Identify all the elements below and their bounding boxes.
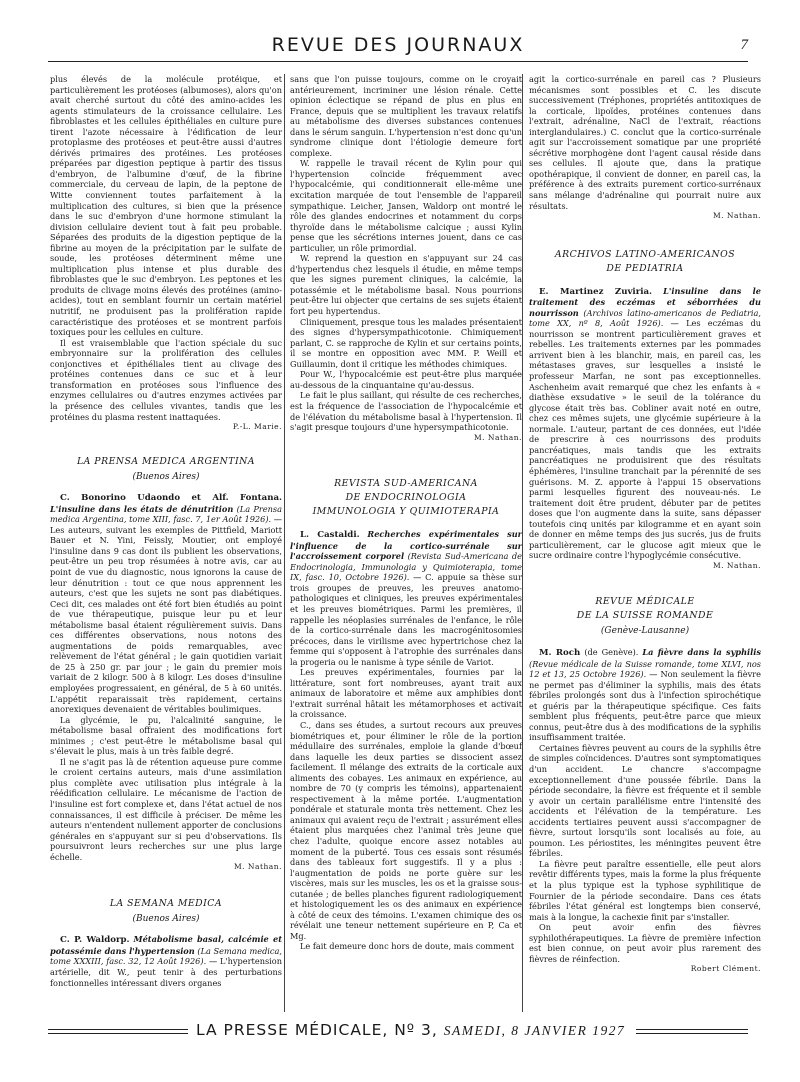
review-entry [529, 286, 761, 572]
entry-lead [50, 934, 282, 988]
review-entry [529, 647, 761, 975]
journal-name: LA SEMANA MEDICA [109, 897, 223, 909]
column-divider-1 [284, 74, 285, 1012]
journal-place: (Buenos Aires) [132, 471, 200, 482]
column-divider-2 [522, 74, 523, 1012]
journal-name: REVISTA SUD-AMERICANA [334, 478, 478, 490]
entry-lead [290, 529, 522, 667]
entry-citation: (La Semana medica, tome XXXIII, fasc. 32, 12 Août 1926). — [50, 945, 282, 967]
paragraph: Le fait demeure donc hors de doute, mais comment [300, 941, 515, 952]
paragraph: La fièvre peut paraître essentielle, elle peut alors revêtir différents types, mais la forme la plus fréquente et la plus typique est la typhose syphilitique de Fournier de la période secondaire. Dans ces états fébriles l'état général est longtemps bien conservé, mais à la longue, la cachexie finit par s'installer. [529, 858, 761, 922]
paragraph: On peut avoir enfin des fièvres syphilothérapeutiques. La fièvre de première infection est bien connue, on peut avoir plus rarement des fièvres de réinfection. [529, 922, 761, 964]
paragraph: Pour W., l'hypocalcémie est peut-être plus marquée au-dessous de la cinquantaine qu'au-dessus. [290, 369, 522, 390]
paragraph: Cliniquement, presque tous les malades présentaient des signes d'hypersympathicotonie. Chimiquement parlant, C. se rapproche de Kylin et sur certains points, il se montre en opposition avec MM. P. Weill et Guillaumin, dont il critique les méthodes chimiques. [290, 316, 522, 369]
entry-authors-affiliation: (de Genève). [584, 646, 639, 657]
entry-text: Les eczémas du nourrisson se montrent particulièrement graves et rebelles. Les traitements externes par les pommades arrivent bien à les blanchir, mais, en pareil cas, les métastases graves, sur lesquelles a insisté le professeur Marfan, ne sont pas exceptionnelles. Aschenheim avait remarqué que chez les enfants à « diathèse exsudative » le seuil de la tolérance du glycose était très bas. Cobliner avait noté en outre, chez ces mêmes sujets, une glycémie supérieure à la normale. L'auteur, partant de ces données, eut l'idée de prescrire à ces nourrissons des produits pancréatiques, mais tandis que les extraits pancréatiques ne produisirent que des résultats éphémères, l'insuline tranchait par la pérennité de ses guérisons. M. Z. apporte à l'appui 15 observations parmi lesquelles figurent des nouveau-nés. Le traitement doit être prudent, débuter par de petites doses que l'on augmente dans la suite, sans dépasser toutefois cinq unités par kilogramme et en ayant soin de donner en même temps des jus sucrés, jus de fruits particulièrement, car le glucose agit mieux que le sucre ordinaire contre l'hypoglycémie consécutive. [529, 318, 762, 561]
entry-title: Métabolisme basal, calcémie et potassémie dans l'hypertension [50, 934, 283, 956]
entry-lead [50, 492, 282, 714]
signature: M. Nathan. [712, 560, 761, 570]
signature: Robert Clément. [690, 964, 761, 974]
journal-name: IMMUNOLOGIA Y QUIMIOTERAPIA [312, 506, 500, 518]
column-1 [50, 74, 282, 988]
paragraph: Il ne s'agit pas là de rétention aqueuse pure comme le croient certains auteurs, mais d'une assimilation plus complète avec utilisation plus intégrale à la réédification cellulaire. Le mécanisme de l'action de l'insuline est fort complexe et, dans l'état actuel de nos connaissances, il est difficile à préciser. De même les auteurs n'entendent nullement apporter de conclusions générales en s'appuyant sur si peu d'observations. Ils poursuivront leurs recherches sur une plus large échelle. [50, 756, 282, 862]
footer-rule-right [636, 1029, 748, 1034]
header-rule [48, 61, 748, 62]
entry-text: C. appuie sa thèse sur trois groupes de preuves, les preuves anatomo-pathologiques et cliniques, les preuves expérimentales et les preuves biométriques. Parmi les premières, il rappelle les néoplasies surrénales de l'enfance, le rôle de la cortico-surrénale dans les macrogénitosomies précoces, dans le virilisme avec hypertrichose chez la femme qui s'opposent à l'atrophie des surrénales dans la progeria ou le nanisme à type sénile de Variot. [290, 572, 522, 667]
journal-name: ARCHIVOS LATINO-AMERICANOS [554, 248, 736, 260]
section-heading [50, 455, 282, 483]
page-footer [48, 1021, 748, 1041]
paragraph: plus élevés de la molécule protéique, et particulièrement les protéoses (albumoses), alors qu'on avait cherché surtout du côté des amino-acides les agents stimulateurs de la croissance cellulaire. Les fibroblastes et les cellules épithéliales en culture pure tirent l'azote nécessaire à l'édification de leur protoplasme des protéoses et peut-être aussi d'autres dérivés primaires des protéines. Les protéoses préparées par digestion peptique à partir des tissus d'embryon, de l'albumine d'œuf, de la fibrine commerciale, du cerveau de lapin, de la peptone de Witte conviennent toutes parfaitement à la multiplication des cultures, si bien que la présence dans le suc d'embryon d'une hormone stimulant la division cellulaire devient tout à fait peu probable. Séparées des produits de la digestion peptique de la fibrine au moyen de la précipitation par le sulfate de soude, les protéoses déterminent même une multiplication plus intense et plus durable des fibroblastes que le suc d'embryon. Les peptones et les produits de clivage moins élevés des protéines (amino-acides), tout en semblant fournir un certain matériel nutritif, ne produisent pas la prolifération rapide caractéristique des protéoses et se montrent parfois toxiques pour les cellules en culture. [50, 74, 282, 338]
entry-authors: E. Martinez Zuviria. [539, 286, 653, 297]
signature: P.-L. Marie. [232, 422, 282, 432]
entry-text: Les auteurs, suivant les exemples de Pittfield, Mariott Bauer et N. Yini, Feissly, Moutier, ont employé l'insuline dans 9 cas dont ils publient les observations, peut-être un peu trop résumées à notre avis, car au point de vue du diagnostic, nous ignorons la cause de leur dénutrition : tout ce que nous apprennent les auteurs, c'est que les sujets ne sont pas diabétiques. Ceci dit, ces malades ont été fort bien étudiés au point de vue thérapeutique, puisque leur pu et leur métabolisme basal étaient régulièrement suivis. Dans ces différentes observations, nous notons des augmentations de poids remarquables, avec relèvement de l'état général ; le gain quotidien variait de 25 à 250 gr. par jour ; le gain du premier mois variait de 2 kilogr. 500 à 8 kilogr. Les doses d'insuline employées progressaient, en général, de 5 à 60 unités. L'appétit reparaissait très rapidement, certains anorexiques devenaient de véritables boulimiques. [50, 524, 282, 715]
page-header [48, 34, 748, 60]
paragraph: Le fait le plus saillant, qui résulte de ces recherches, est la fréquence de l'association de l'hypocalcémie et de l'élévation du métabolisme basal à l'hypertension. Il s'agit presque toujours d'une hypersympathicotonie. [290, 390, 522, 433]
paragraph: W. reprend la question en s'appuyant sur 24 cas d'hypertendus chez lesquels il étudie, en même temps que les signes purement cliniques, la calcémie, la potassémie et le métabolisme basal. Nous pourrions peut-être lui objecter que certains de ses sujets étaient fort peu hypertendus. [290, 253, 522, 317]
paragraph: C., dans ses études, a surtout recours aux preuves biométriques et, pour éliminer le rôle de la portion médullaire des surrénales, emploie la glande d'bœuf dans laquelle les deux parties se dissocient assez facilement. Il mélange des extraits de la corticale aux aliments des cobayes. Les animaux en expérience, au nombre de 70 (y compris les témoins), appartenaient respectivement à la même portée. L'augmentation pondérale et staturale monta très nettement. Chez les animaux qui avaient reçu de l'extrait ; assurément elles étaient plus marquées chez l'animal très jeune que chez l'adulte, quoique encore assez notables au moment de la puberté. Tous ces essais sont résumés dans des tableaux fort suggestifs. Il y a plus : l'augmentation de poids ne porte guère sur les viscères, mais sur les muscles, les os et la graisse sous-cutanée ; de belles planches figurent radiologiquement et histologiquement les os des animaux en expérience à côté de ceux des témoins. L'examen chimique des os révélait une teneur nettement supérieure en P, Ca et Mg. [290, 719, 522, 941]
entry-title: Recherches expérimentales sur l'influence de la cortico-surrénale sur l'accroissement corporel [290, 529, 522, 562]
entry-text: Non seulement la fièvre ne permet pas d'éliminer la syphilis, mais des états fébriles prolongés sont dus à l'infection spirochétique et guéris par la thérapeutique spécifique. Ces faits semblent plus fréquents, peut-être parce que mieux connus, peut-être dus à des modifications de la syphilis insuffisamment traitée. [529, 669, 761, 743]
journal-place: (Genève-Lausanne) [600, 626, 690, 637]
section-heading [529, 248, 761, 276]
section-heading [529, 595, 761, 637]
signature: M. Nathan. [233, 862, 282, 872]
journal-name: DE PEDIATRIA [606, 262, 684, 274]
footer-text [196, 1021, 625, 1039]
entry-citation: (Revue médicale de la Suisse romande, tome XLVI, nos 12 et 13, 25 Octobre 1926). — [529, 658, 761, 680]
entry-authors: C. Bonorino Udaondo et Alf. Fontana. [60, 493, 282, 504]
entry-lead [529, 647, 761, 743]
paragraph: Il est vraisemblable que l'action spéciale du suc embryonnaire sur la prolifération des cellules conjonctives et épithéliales tient au clivage des protéines contenues dans ce suc et à leur transformation en protéoses sous l'influence des enzymes cellulaires ou d'autres enzymes activées par la présence des cellules vivantes, tandis que les protéines du plasma restent inattaquées. [50, 337, 282, 422]
entry-title: L'insuline dans les états de dénutrition [50, 503, 234, 514]
paragraph: sans que l'on puisse toujours, comme on le croyait antérieurement, incriminer une lésion rénale. Cette opinion éclectique se répand de plus en plus en France, depuis que se multiplient les travaux relatifs au métabolisme des diverses substances contenues dans le sérum sanguin. L'hypertension n'est donc qu'un syndrome clinique dont l'étiologie demeure fort complexe. [290, 74, 522, 158]
journal-name: DE ENDOCRINOLOGIA [345, 492, 467, 504]
entry-citation: (La Prensa medica Argentina, tome XIII, fasc. 7, 1er Août 1926). — [50, 503, 282, 525]
signature: M. Nathan. [712, 211, 761, 221]
section-heading [50, 897, 282, 925]
review-entry [50, 934, 282, 988]
paragraph: Certaines fièvres peuvent au cours de la syphilis être de simples coïncidences. D'autres sont symptomatiques d'un accident. Le chancre s'accompagne exceptionnellement d'une poussée fébrile. Dans la période secondaire, la fièvre est fréquente et il semble y avoir un certain parallélisme entre l'intensité des accidents et l'élévation de la température. Les accidents tertiaires peuvent aussi s'accompagner de fièvre, surtout lorsqu'ils sont localisés au foie, au poumon. Les périostites, les méningites peuvent être fébriles. [529, 742, 761, 859]
journal-place: (Buenos Aires) [132, 913, 200, 924]
entry-authors: C. P. Waldorp. [60, 935, 130, 946]
journal-name: REVUE MÉDICALE [595, 596, 695, 608]
journal-name: LA PRENSA MEDICA ARGENTINA [76, 455, 256, 467]
page-number: 7 [740, 37, 748, 53]
column-2 [290, 74, 522, 952]
entry-authors: M. Roch [539, 647, 581, 658]
footer-date: SAMEDI, 8 JANVIER 1927 [443, 1023, 626, 1038]
footer-journal: LA PRESSE MÉDICALE, Nº 3, [196, 1021, 438, 1039]
paragraph: W. rappelle le travail récent de Kylin pour qui l'hypertension coïncide fréquemment avec l'hypocalcémie, qui conditionnerait elle-même une excitation marquée de tout l'ensemble de l'appareil sympathique. Leicher, Jansen, Waldorp ont montré le rôle des glandes endocrines et notamment du corps thyroïde dans le métabolisme calcique ; aussi Kylin pense que les sécrétions internes jouent, dans ce cas particulier, un rôle primordial. [290, 158, 522, 253]
paragraph: agit la cortico-surrénale en pareil cas ? Plusieurs mécanismes sont possibles et C. les discute successivement (Tréphones, propriétés antitoxiques de la corticale, lipoïdes, protéines contenues dans l'extrait, adrénaline, NaCl de l'extrait, réactions interglandulaires.) C. conclut que la cortico-surrénale agit sur l'accroissement somatique par une propriété sécrétive morphogène dont l'agent causal réside dans ses cellules. Il ajoute que, dans la pratique opothérapique, il convient de donner, en pareil cas, la préférence à des extraits purement cortico-surrénaux sans mélange d'adrénaline qui pourrait nuire aux résultats. [529, 74, 761, 211]
paragraph: La glycémie, le pu, l'alcalinité sanguine, le métabolisme basal offraient des modifications fort minimes ; c'est peut-être le métabolisme basal qui s'élevait le plus, mais à un très faible degré. [50, 714, 282, 757]
review-entry [50, 492, 282, 873]
entry-title: L'insuline dans le traitement des eczémas et séborrhées du nourrisson [529, 285, 761, 318]
footer-rule-left [48, 1029, 188, 1034]
signature: M. Nathan. [473, 432, 522, 442]
entry-text: L'hypertension artérielle, dit W., peut tenir à des perturbations fonctionnelles intéressant divers organes [50, 956, 282, 988]
column-3 [529, 74, 761, 977]
entry-lead [529, 286, 761, 561]
entry-authors: L. Castaldi. [300, 530, 360, 541]
entry-citation: (Revista Sud-Americana de Endocrinologia, Immunologia y Quimioterapia, tome IX, fasc. 10, Octobre 1926). — [290, 551, 522, 583]
review-entry [290, 529, 522, 952]
entry-title: La fièvre dans la syphilis [642, 646, 761, 657]
paragraph: Les preuves expérimentales, fournies par la littérature, sont fort nombreuses, ayant trait aux animaux de laboratoire et même aux amphibies dont l'extrait surrénal hâtait les métamorphoses et activait la croissance. [290, 667, 522, 720]
section-heading [290, 477, 522, 519]
running-title: REVUE DES JOURNAUX [271, 34, 525, 56]
entry-citation: (Archivos latino-americanos de Pediatria, tome XX, nº 8, Août 1926). — [529, 307, 761, 329]
journal-name: DE LA SUISSE ROMANDE [576, 610, 714, 622]
